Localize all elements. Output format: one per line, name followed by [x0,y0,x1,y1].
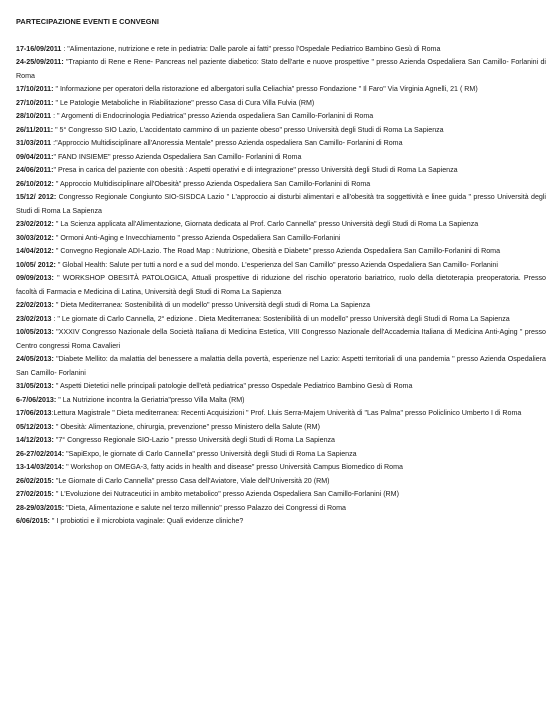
event-entry [16,461,546,475]
event-date: 23/02/2012: [16,220,54,228]
event-description: "Trapianto di Rene e Rene- Pancreas nel paziente diabetico: Stato dell'arte e nuove prospettive " presso Azienda Ospedaliera San Camillo- Forlanini di Roma [16,58,546,80]
event-entry [16,43,546,57]
event-entry [16,178,546,192]
event-date: 26/11/2011: [16,125,54,134]
event-description: " Obesità: Alimentazione, chirurgia, prevenzione" presso Ministero della Salute (RM) [53,422,320,431]
event-description: "Dieta, Alimentazione e salute nel terzo millennio" presso Palazzo dei Congressi di Roma [64,503,346,512]
event-description: " Aspetti Dietetici nelle principali patologie dell'età pediatrica" presso Ospedale Pediatrico Bambino Gesù di Roma [53,382,413,390]
event-entry [16,137,546,151]
event-date: 26-27/02/2014: [16,449,65,458]
event-entry [16,353,546,380]
event-entry [16,380,546,394]
event-description: " WORKSHOP OBESITÀ PATOLOGICA, Attuali prospettive di riduzione del rischio operatorio bariatrico, ruolo della dietoterapia preoperatoria. Presso facoltà di Farmacia e Medicina di Latina, Università degli Studi di Roma La Sapienza [16,274,546,296]
event-date: 24/05/2013: [16,355,54,363]
event-date: 09/09/2013: [16,274,54,282]
event-description: "Le Giornate di Carlo Cannella" presso Casa dell'Aviatore, Viale dell'Università 20 (RM) [53,476,330,485]
event-date: 17-16/09/2011 [16,44,62,53]
event-description: " Le Patologie Metaboliche in Riabilitazione" presso Casa di Cura Villa Fulvia (RM) [53,98,315,107]
event-date: 14/12/2013: [16,436,54,444]
event-entry [16,488,546,502]
event-description: " FAND INSIEME" presso Azienda Ospedaliera San Camillo- Forlanini di Roma [53,152,302,161]
event-date: 09/04/2011: [16,152,54,161]
event-entry [16,110,546,124]
event-description: " Global Health: Salute per tutti a nord e a sud del mondo. L'esperienza del San Camillo" presso Azienda Ospedaliera San Camillo- Forlanini [55,260,498,269]
event-date: 24/06/2011: [16,166,54,174]
event-date: 23/02/2013 [16,314,52,323]
event-entry [16,434,546,448]
event-date: 15/12/ 2012: [16,193,57,201]
event-date: 10/05/2013: [16,328,54,336]
event-description: "XXXIV Congresso Nazionale della Società Italiana di Medicina Estetica, VIII Congresso Nazionale dell'Accademia Italiana di Medicina Anti-Aging " presso Centro congressi Roma Cavalieri [16,328,546,350]
event-description: Congresso Regionale Congiunto SIO-SISDCA Lazio " L'approccio ai disturbi alimentari e all'obesità tra soggettività e linee guida " presso Università degli Studi di Roma La Sapienza [16,193,546,215]
event-description: "7° Congresso Regionale SIO-Lazio " presso Università degli Studi di Roma La Sapienza [53,436,336,444]
event-entry [16,272,546,299]
event-entry [16,313,546,327]
event-entry [16,475,546,489]
event-date: 17/06/2013 [16,409,52,417]
event-entry [16,191,546,218]
event-description: " Convegno Regionale ADI-Lazio. The Road Map : Nutrizione, Obesità e Diabete" presso Azienda Ospedaliera San Camillo-Forlanini di Roma [53,247,501,255]
event-entry [16,56,546,83]
event-entry [16,407,546,421]
event-date: 14/04/2012: [16,247,54,255]
event-entry [16,164,546,178]
event-description: " Presa in carica del paziente con obesità : Aspetti operativi e di integrazione" presso Università degli Studi di Roma La Sapienza [53,166,458,174]
event-description: " L'Evoluzione dei Nutraceutici in ambito metabolico" presso Azienda Ospedaliera San Camillo-Forlanini (RM) [53,490,399,498]
event-date: 30/03/2012: [16,233,54,242]
event-entry [16,124,546,138]
event-entry [16,97,546,111]
event-entry [16,245,546,259]
event-date: 28-29/03/2015: [16,503,65,512]
event-entry [16,394,546,408]
event-entry [16,299,546,313]
event-description: " La Scienza applicata all'Alimentazione, Giornata dedicata al Prof. Carlo Cannella" presso Università degli Studi di Roma La Sapienza [53,220,479,228]
event-date: 26/10/2012: [16,179,54,188]
event-entry [16,515,546,529]
event-date: 10/05/ 2012: [16,260,56,269]
event-date: 27/02/2015: [16,490,54,498]
event-description: :"Approccio Multidisciplinare all'Anoressia Mentale" presso Azienda ospedaliera San Camillo- Forlanini di Roma [51,139,403,147]
event-date: 6/06/2015: [16,517,50,525]
event-date: 13-14/03/2014: [16,463,65,471]
event-entry [16,326,546,353]
event-entry [16,232,546,246]
event-description: "SapiExpo, le giornate di Carlo Cannella" presso Università degli Studi di Roma La Sapienza [64,449,357,458]
event-date: 31/03/2011 [16,139,52,147]
document-page [16,17,546,529]
event-description: : "Alimentazione, nutrizione e rete in pediatria: Dalle parole ai fatti" presso l'Ospedale Pediatrico Bambino Gesù di Roma [61,44,441,53]
event-entry [16,448,546,462]
event-date: 22/02/2013: [16,301,54,309]
event-date: 17/10/2011: [16,85,54,93]
event-description: :Lettura Magistrale " Dieta mediterranea: Recenti Acquisizioni " Prof. Lluis Serra-Majem Univerità di "Las Palma" presso Policlinico Umberto I di Roma [51,409,522,417]
event-entry [16,83,546,97]
event-description: : " Argomenti di Endocrinologia Pediatrica" presso Azienda ospedaliera San Camillo-Forlanini di Roma [51,112,374,120]
event-entry [16,151,546,165]
event-entry [16,218,546,232]
event-entry [16,259,546,273]
event-entry [16,502,546,516]
event-description: " 5° Congresso SIO Lazio, L'accidentato cammino di un paziente obeso" presso Università degli Studi di Roma La Sapienza [53,125,444,134]
section-title: PARTECIPAZIONE EVENTI E CONVEGNI [16,17,159,26]
event-description: " Approccio Multidisciplinare all'Obesità" presso Azienda Ospedaliera San Camillo-Forlanini di Roma [53,179,371,188]
event-date: 24-25/09/2011: [16,58,64,66]
event-entry [16,421,546,435]
event-date: 31/05/2013: [16,382,54,390]
event-date: 6-7/06/2013: [16,395,57,404]
event-description: "Diabete Mellito: da malattia del benessere a malattia della povertà, esperienze nel Lazio: Aspetti territoriali di una pandemia " presso Azienda Ospedaliera San Camillo- Forlanini [16,355,546,377]
event-description: : " Le giornate di Carlo Cannella, 2° edizione . Dieta Mediterranea: Sostenibilità di un modello" presso Università degli Studi di Roma La Sapienza [51,314,510,323]
event-list [16,43,546,529]
event-description: " I probiotici e il microbiota vaginale: Quali evidenze cliniche? [49,517,244,525]
event-description: " Dieta Mediterranea: Sostenibilità di un modello" presso Università degli studi di Roma La Sapienza [53,301,371,309]
event-date: 28/10/2011 [16,112,52,120]
event-date: 26/02/2015: [16,476,54,485]
event-date: 27/10/2011: [16,98,54,107]
event-description: " La Nutrizione incontra la Geriatria"presso Villa Malta (RM) [56,395,245,404]
event-description: " Ormoni Anti-Aging e Invecchiamento " presso Azienda Ospedaliera San Camillo-Forlanini [53,233,341,242]
event-description: " Informazione per operatori della ristorazione ed albergatori sulla Celiachia" presso Fondazione " Il Faro" Via Virginia Agnelli, 21 ( RM) [53,85,478,93]
event-date: 05/12/2013: [16,422,54,431]
event-description: " Workshop on OMEGA-3, fatty acids in health and disease" presso Università Campus Biomedico di Roma [64,463,403,471]
